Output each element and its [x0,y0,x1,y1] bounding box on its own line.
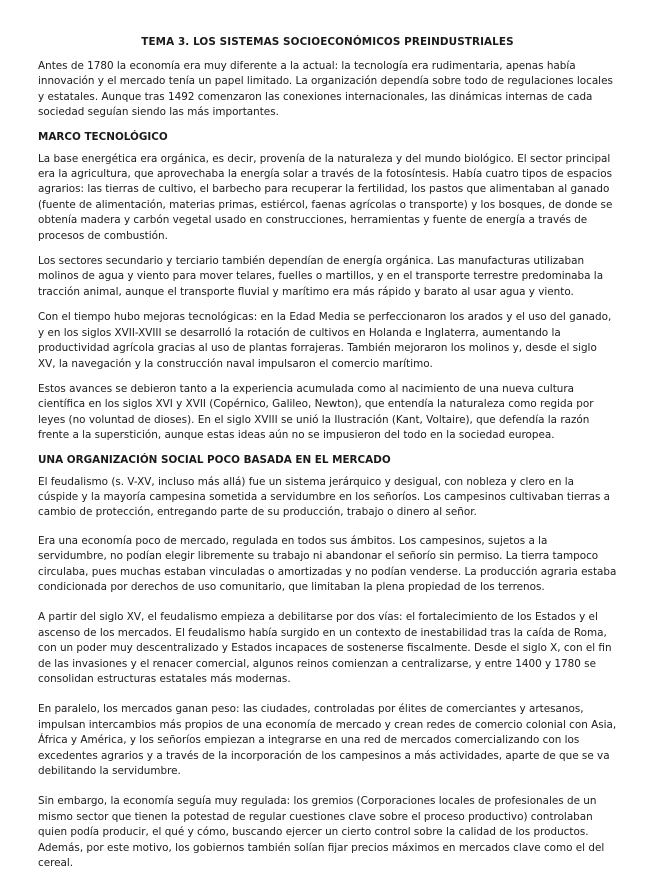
paragraph: En paralelo, los mercados ganan peso: las ciudades, controladas por élites de comerciantes y artesanos, impulsan intercambios más propios de una economía de mercado y crean redes de comercio colonial con Asia, África y América, y los señoríos empiezan a integrarse en una red de mercados comercializando con los excedentes agrarios y a través de la incorporación de los campesinos a más actividades, aparte de que se va debilitando la servidumbre. [38,703,617,778]
paragraph: Los sectores secundario y terciario también dependían de energía orgánica. Las manufacturas utilizaban molinos de agua y viento para mover telares, fuelles o martillos, y en el transporte terrestre predominaba la tracción animal, aunque el transporte fluvial y marítimo era más rápido y barato al usar agua y viento. [38,255,604,298]
paragraph: Sin embargo, la economía seguía muy regulada: los gremios (Corporaciones locales de profesionales de un mismo sector que tienen la potestad de regular cuestiones clave sobre el proceso productivo) controlaban quien podía producir, el qué y cómo, buscando ejercer un cierto control sobre la calidad de los productos. Además, por este motivo, los gobiernos también solían fijar precios máximos en mercados clave como el del cereal. [38,795,605,870]
paragraph: Era una economía poco de mercado, regulada en todos sus ámbitos. Los campesinos, sujetos a la servidumbre, no podían elegir libremente su trabajo ni abandonar el señorío sin permiso. La tierra tampoco circulaba, pues muchas estaban vinculadas o amortizadas y no podían venderse. La producción agraria estaba condicionada por derechos de uso comunitario, que limitaban la plena propiedad de los terrenos. [38,534,617,593]
section-heading-marco-tecnologico: MARCO TECNOLÓGICO [38,130,168,143]
document-title: TEMA 3. LOS SISTEMAS SOCIOECONÓMICOS PREINDUSTRIALES [141,36,514,48]
paragraph: La base energética era orgánica, es decir, provenía de la naturaleza y del mundo biológico. El sector principal era la agricultura, que aprovechaba la energía solar a través de la fotosíntesis. Había cuatro tipos de espacios agrarios: las tierras de cultivo, el barbecho para recuperar la fertilidad, los pastos que alimentaban al ganado (fuente de alimentación, materias primas, estiércol, faenas agrícolas o transporte) y los bosques, de donde se obtenía madera y carbón vegetal usado en construcciones, herramientas y fuente de energía a través de procesos de combustión. [38,152,613,242]
intro-paragraph: Antes de 1780 la economía era muy diferente a la actual: la tecnología era rudimentaria, apenas había innovación y el mercado tenía un papel limitado. La organización dependía sobre todo de regulaciones locales y estatales. Aunque tras 1492 comenzaron las conexiones internacionales, las dinámicas internas de cada sociedad seguían siendo las más importantes. [38,60,613,119]
section-heading-organizacion-social: UNA ORGANIZACIÓN SOCIAL POCO BASADA EN EL MERCADO [38,453,391,466]
paragraph: Estos avances se debieron tanto a la experiencia acumulada como al nacimiento de una nueva cultura científica en los siglos XVI y XVII (Copérnico, Galileo, Newton), que entendía la naturaleza como regida por leyes (no voluntad de dioses). En el siglo XVIII se unió la Ilustración (Kant, Voltaire), que defendía la razón frente a la superstición, aunque estas ideas aún no se impusieron del todo en la sociedad europea. [38,382,594,442]
paragraph: A partir del siglo XV, el feudalismo empieza a debilitarse por dos vías: el fortalecimiento de los Estados y el ascenso de los mercados. El feudalismo había surgido en un contexto de inestabilidad tras la caída de Roma, con un poder muy descentralizado y Estados incapaces de sostenerse fiscalmente. Desde el siglo X, con el fin de las invasiones y el renacer comercial, algunos reinos comienzan a centralizarse, y entre 1400 y 1780 se consolidan estructuras estatales más modernas. [38,611,612,685]
paragraph: El feudalismo (s. V-XV, incluso más allá) fue un sistema jerárquico y desigual, con nobleza y clero en la cúspide y la mayoría campesina sometida a servidumbre en los señoríos. Los campesinos cultivaban tierras a cambio de protección, entregando parte de su producción, trabajo o dinero al señor. [38,475,611,519]
paragraph: Con el tiempo hubo mejoras tecnológicas: en la Edad Media se perfeccionaron los arados y el uso del ganado, y en los siglos XVII-XVIII se desarrolló la rotación de cultivos en Holanda e Inglaterra, aumentando la productividad agrícola gracias al uso de plantas forrajeras. También mejoraron los molinos y, desde el siglo XV, la navegación y la construcción naval impulsaron el comercio marítimo. [38,311,612,370]
